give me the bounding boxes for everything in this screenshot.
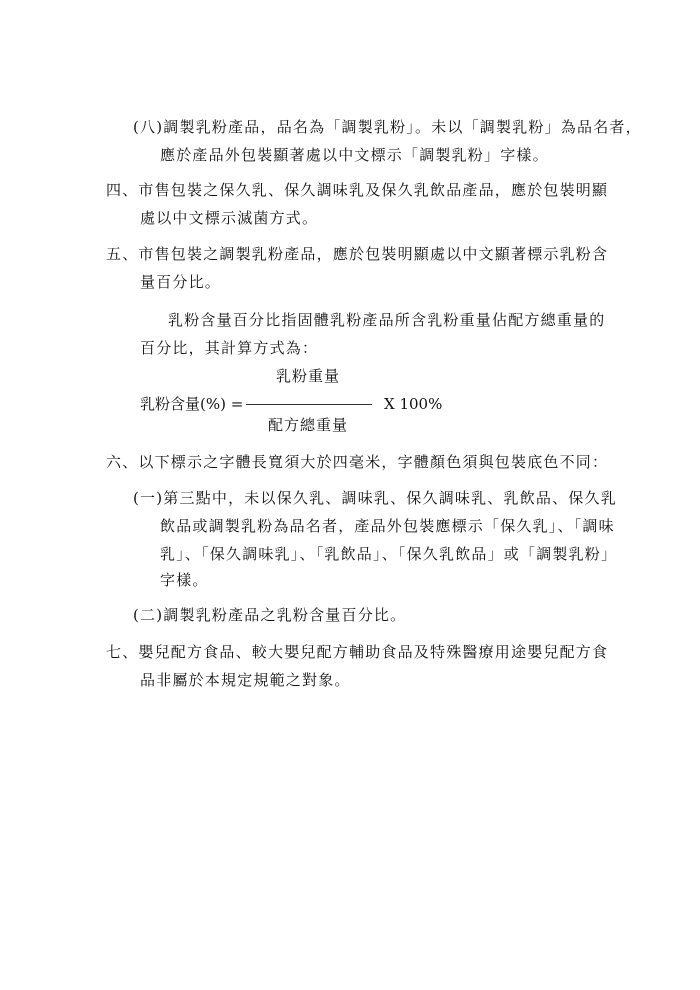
formula-lhs: 乳粉含量(%) = — [140, 395, 244, 413]
explanation-line-1: 乳粉含量百分比指固體乳粉產品所含乳粉重量佔配方總重量的 — [168, 311, 606, 329]
formula-fraction-rule — [246, 404, 372, 405]
formula-multiplier: X 100% — [384, 395, 443, 413]
item-4-line-1: 四、市售包裝之保久乳、保久調味乳及保久乳飲品產品，應於包裝明顯 — [106, 181, 609, 199]
item-4-line-2: 處以中文標示滅菌方式。 — [140, 209, 319, 227]
item-7-line-1: 七、嬰兒配方食品、較大嬰兒配方輔助食品及特殊醫療用途嬰兒配方食 — [106, 643, 609, 661]
item-6-1-line-3: 乳」、「保久調味乳」、「乳飲品」、「保久乳飲品」或「調製乳粉」 — [160, 545, 618, 563]
item-6-line-1: 六、以下標示之字體長寬須大於四毫米，字體顏色須與包裝底色不同： — [106, 453, 609, 471]
item-5-line-1: 五、市售包裝之調製乳粉產品，應於包裝明顯處以中文顯著標示乳粉含 — [106, 245, 609, 263]
item-6-1-line-4: 字樣。 — [160, 571, 209, 589]
formula-numerator: 乳粉重量 — [276, 367, 341, 385]
item-8-line-2: 應於產品外包裝顯著處以中文標示「調製乳粉」字樣。 — [160, 146, 549, 164]
item-6-1-line-1: (一)第三點中，未以保久乳、調味乳、保久調味乳、乳飲品、保久乳 — [133, 489, 617, 507]
explanation-line-2: 百分比，其計算方式為： — [140, 339, 319, 357]
item-5-line-2: 量百分比。 — [140, 273, 222, 291]
item-8-line-1: (八)調製乳粉產品，品名為「調製乳粉」。未以「調製乳粉」為品名者， — [133, 118, 642, 136]
item-6-2-line-1: (二)調製乳粉產品之乳粉含量百分比。 — [133, 606, 407, 624]
formula-denominator: 配方總重量 — [268, 416, 349, 434]
item-7-line-2: 品非屬於本規定規範之對象。 — [140, 671, 351, 689]
item-6-1-line-2: 飲品或調製乳粉為品名者，產品外包裝應標示「保久乳」、「調味 — [160, 517, 615, 535]
